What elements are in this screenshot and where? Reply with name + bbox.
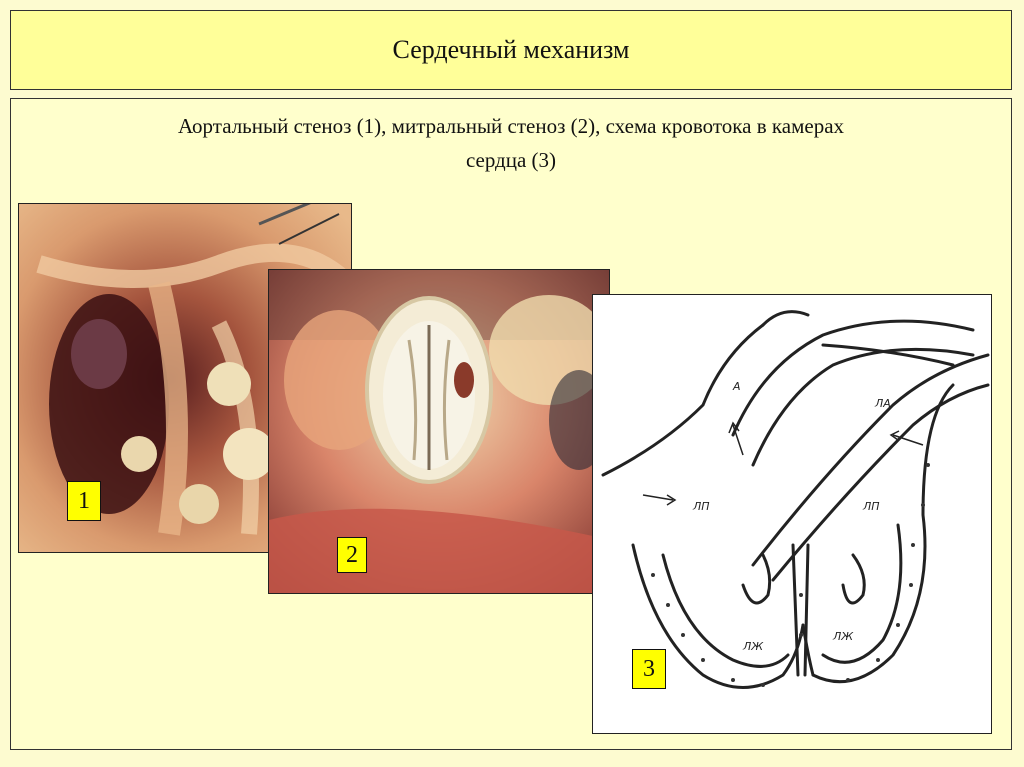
figure-number-2: 2 [337,537,367,573]
slide-content [10,98,1012,750]
figure-number-1: 1 [67,481,101,521]
mitral-stenosis-photo [268,269,610,594]
figure-number-3: 3 [632,649,666,689]
label-right-ventricle: ЛЖ [743,640,764,653]
subtitle-line-1: Аортальный стеноз (1), митральный стеноз (2), схема кровотока в камерах [177,114,845,138]
slide-title-box [10,10,1012,90]
label-aorta: А [733,380,741,393]
label-left-atrium: ЛП [863,500,880,513]
mitral-stenosis-image [269,270,610,594]
slide-title: Сердечный механизм [392,35,630,64]
label-left-atrium-upper: ЛА [875,397,891,410]
label-left-ventricle: ЛЖ [833,630,854,643]
label-right-atrium: ЛП [693,500,710,513]
subtitle-line-2: сердца (3) [465,148,557,172]
slide-subtitle [11,109,1011,177]
